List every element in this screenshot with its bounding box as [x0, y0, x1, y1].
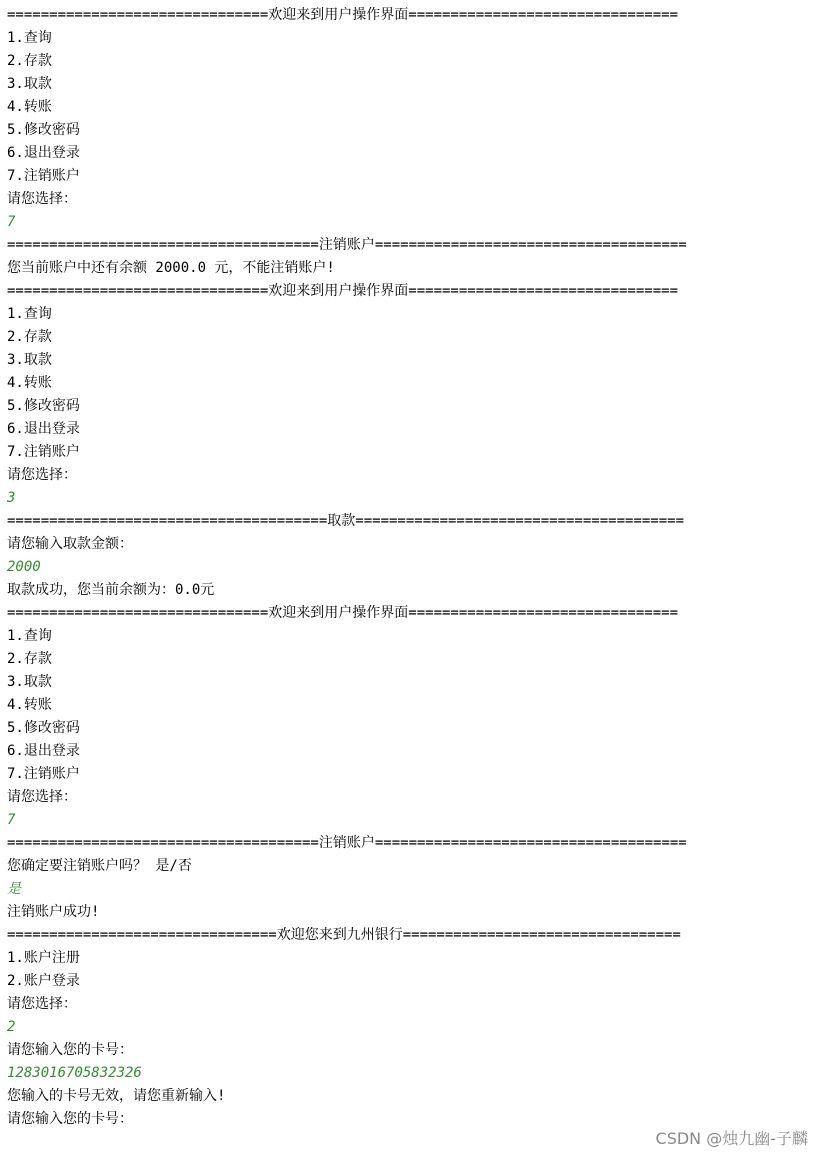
watermark: CSDN @烛九幽-子麟	[655, 1129, 808, 1148]
console-output-line: 6.退出登录	[7, 421, 80, 437]
console-output-line: 5.修改密码	[7, 398, 80, 414]
console-input-line: 2000	[7, 559, 41, 575]
console-output-line: 6.退出登录	[7, 145, 80, 161]
console-output-line: 2.存款	[7, 53, 52, 69]
console-output-line: 5.修改密码	[7, 720, 80, 736]
console-output-line: 注销账户成功!	[7, 904, 100, 920]
console-output-line: 请您选择：	[7, 996, 77, 1012]
console-output-line: 取款成功，您当前余额为：0.0元	[7, 582, 215, 598]
console-output-line: 3.取款	[7, 352, 52, 368]
console-output-line: 4.转账	[7, 697, 52, 713]
console-output-line: 6.退出登录	[7, 743, 80, 759]
console-output-line: 请您选择：	[7, 467, 77, 483]
console-output-line: =====================================注销账户=====================================	[7, 237, 687, 253]
console-output-line: 1.查询	[7, 30, 52, 46]
console-output-line: 请您输入您的卡号：	[7, 1111, 133, 1127]
console-output-line: =====================================注销账户=====================================	[7, 835, 687, 851]
console-input-line: 是	[7, 881, 21, 897]
console-output-line: ===============================欢迎来到用户操作界面================================	[7, 7, 679, 23]
console-output	[7, 4, 815, 1131]
console-output-line: 请您输入取款金额：	[7, 536, 133, 552]
console-output-line: 请您输入您的卡号：	[7, 1042, 133, 1058]
console-output-line: 请您选择：	[7, 191, 77, 207]
console-output-line: 2.账户登录	[7, 973, 80, 989]
console-output-line: 3.取款	[7, 76, 52, 92]
console-output-line: 1.账户注册	[7, 950, 80, 966]
console-input-line: 7	[7, 214, 16, 230]
console-output-line: 7.注销账户	[7, 766, 80, 782]
console-output-line: 7.注销账户	[7, 168, 80, 184]
console-input-line: 1283016705832326	[7, 1065, 142, 1081]
console-output-line: 2.存款	[7, 651, 52, 667]
console-output-line: ======================================取款=======================================	[7, 513, 685, 529]
console-output-line: 1.查询	[7, 628, 52, 644]
console-output-line: 5.修改密码	[7, 122, 80, 138]
console-output-line: ================================欢迎您来到九州银行=================================	[7, 927, 681, 943]
console-output-line: 4.转账	[7, 99, 52, 115]
console-input-line: 7	[7, 812, 16, 828]
console-input-line: 2	[7, 1019, 16, 1035]
console-output-line: ===============================欢迎来到用户操作界面================================	[7, 283, 679, 299]
console-output-line: 3.取款	[7, 674, 52, 690]
console-output-line: 4.转账	[7, 375, 52, 391]
console-output-line: ===============================欢迎来到用户操作界面================================	[7, 605, 679, 621]
console-input-line: 3	[7, 490, 16, 506]
console-output-line: 7.注销账户	[7, 444, 80, 460]
console-output-line: 您当前账户中还有余额 2000.0 元，不能注销账户!	[7, 260, 335, 276]
console-output-line: 1.查询	[7, 306, 52, 322]
console-output-line: 请您选择：	[7, 789, 77, 805]
console-output-line: 您确定要注销账户吗？ 是/否	[7, 858, 192, 874]
console-output-line: 2.存款	[7, 329, 52, 345]
console-output-line: 您输入的卡号无效，请您重新输入!	[7, 1088, 226, 1104]
